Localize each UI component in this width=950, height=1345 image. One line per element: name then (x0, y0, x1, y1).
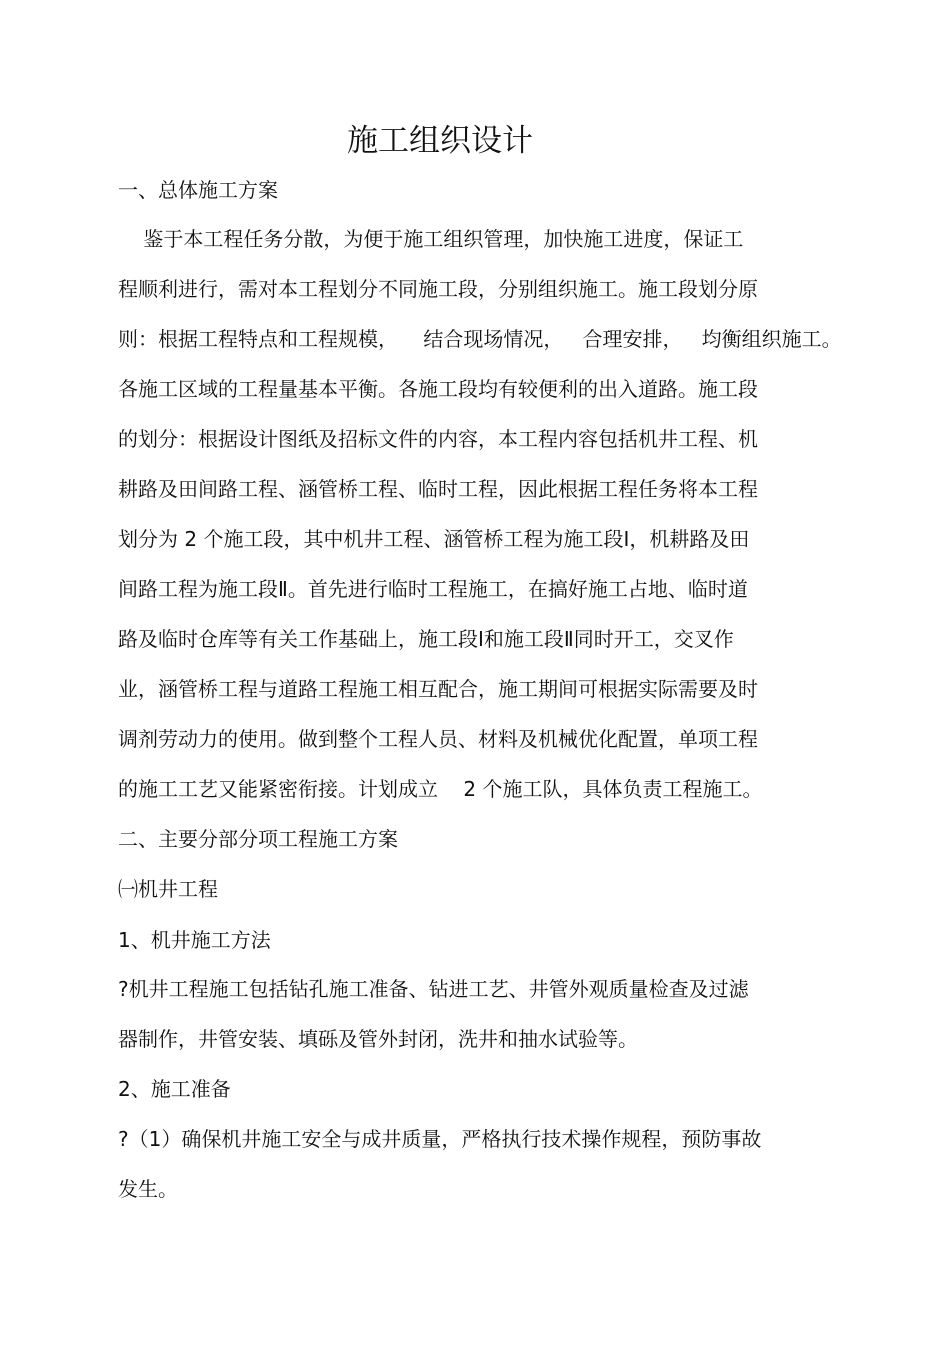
paragraph-line: 路及临时仓库等有关工作基础上，施工段Ⅰ和施工段Ⅱ同时开工，交叉作 (118, 627, 734, 651)
paragraph-line: 程顺利进行，需对本工程划分不同施工段，分别组织施工。施工段划分原 (118, 277, 758, 301)
section-heading: 二、主要分部分项工程施工方案 (118, 827, 398, 851)
paragraph-line: 各施工区域的工程量基本平衡。各施工段均有较便利的出入道路。施工段 (118, 377, 758, 401)
paragraph-line: 的施工工艺又能紧密衔接。计划成立 2 个施工队，具体负责工程施工。 (118, 777, 763, 801)
paragraph-line: 鉴于本工程任务分散，为便于施工组织管理，加快施工进度，保证工 (118, 227, 744, 251)
paragraph-line: 的划分：根据设计图纸及招标文件的内容，本工程内容包括机井工程、机 (118, 427, 758, 451)
paragraph-line: ?机井工程施工包括钻孔施工准备、钻进工艺、井管外观质量检查及过滤 (118, 977, 749, 1001)
paragraph-line: 业，涵管桥工程与道路工程施工相互配合，施工期间可根据实际需要及时 (118, 677, 758, 701)
paragraph-line: ?（1）确保机井施工安全与成井质量，严格执行技术操作规程，预防事故 (118, 1127, 762, 1151)
paragraph-line: 则：根据工程特点和工程规模， 结合现场情况， 合理安排， 均衡组织施工。 (118, 327, 842, 351)
paragraph-line: 发生。 (118, 1177, 178, 1201)
document-title: 施工组织设计 (347, 123, 533, 159)
paragraph-line: 划分为 2 个施工段，其中机井工程、涵管桥工程为施工段Ⅰ，机耕路及田 (118, 527, 750, 551)
subsection-heading: 2、施工准备 (118, 1077, 231, 1101)
paragraph-line: 间路工程为施工段Ⅱ。首先进行临时工程施工，在搞好施工占地、临时道 (118, 577, 748, 601)
subsection-heading: 1、机井施工方法 (118, 928, 271, 952)
section-heading: 一、总体施工方案 (118, 178, 278, 202)
paragraph-line: 耕路及田间路工程、涵管桥工程、临时工程，因此根据工程任务将本工程 (118, 477, 758, 501)
paragraph-line: 调剂劳动力的使用。做到整个工程人员、材料及机械优化配置，单项工程 (118, 727, 758, 751)
subsection-heading: ㈠机井工程 (118, 877, 218, 901)
paragraph-line: 器制作，井管安装、填砾及管外封闭，洗井和抽水试验等。 (118, 1027, 638, 1051)
